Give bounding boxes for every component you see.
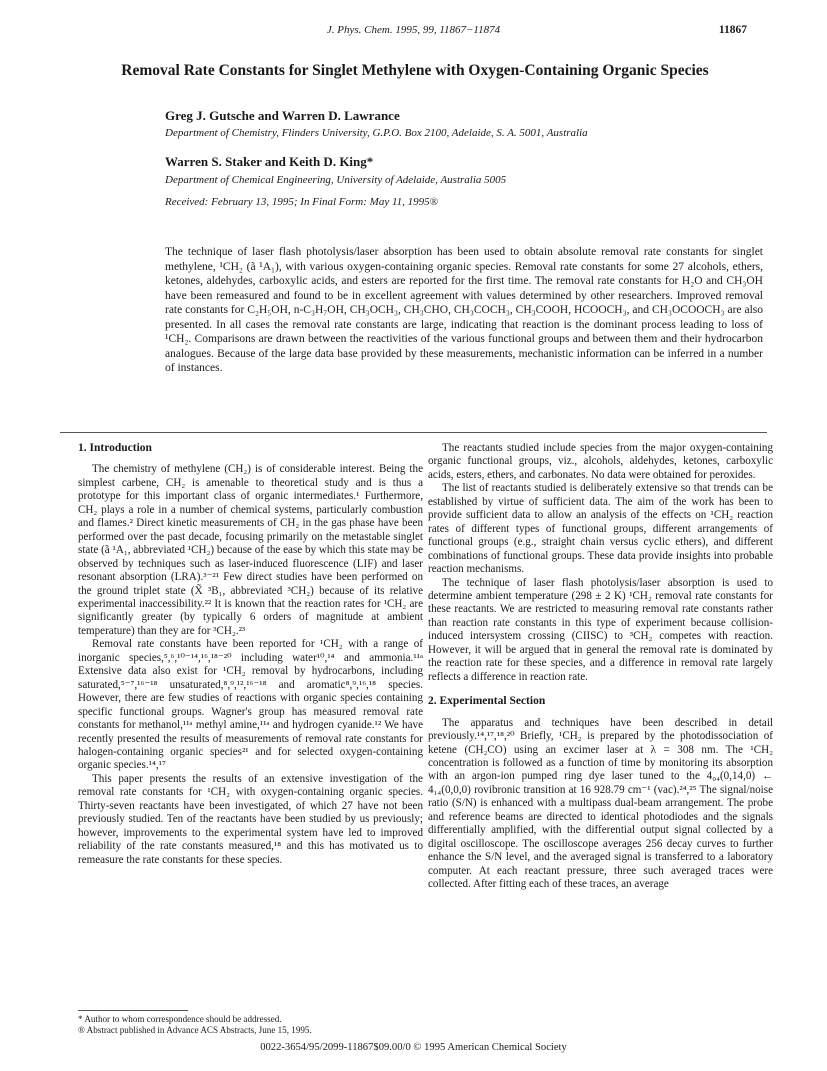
right-paragraph-3: The technique of laser flash photolysis/laser absorption is used to determine ambient temperature (298 ± 2 K) ¹CH₂ removal rate constants for these reactants. We are restricted to measuring removal rate constants rather than reaction rate constants in this type of experiment because collision-induced intersystem crossing (CIISC) to ³CH₂ competes with reaction. However, it will be argued that in general the removal rate is dominated by the reaction rate for these species, and a difference in removal rate largely reflects a difference in reaction rate.: [428, 576, 773, 683]
authors-group-2: Warren S. Staker and Keith D. King*: [165, 154, 374, 169]
right-paragraph-1: The reactants studied include species from the major oxygen-containing organic functional groups, viz., alcohols, aldehydes, ketones, carboxylic acids, esters, ethers, and carbonates. No data were obtained for peroxides.: [428, 442, 773, 481]
right-column: [428, 442, 773, 892]
running-header: [0, 24, 827, 40]
experimental-paragraph-1: The apparatus and techniques have been described in detail previously.¹⁴,¹⁷,¹⁸,²⁰ Briefly, ¹CH₂ is prepared by the photodissociation of ketene (CH₂CO) using an excimer laser at λ = 308 nm. The ¹CH₂ concentration is followed as a function of time by monitoring its absorption with an argon-ion pumped ring dye laser tuned to the 4₀₄(0,14,0) ← 4₁₄(0,0,0) rovibronic transition at 16 928.79 cm⁻¹ (vac).²⁴,²⁵ The signal/noise ratio (S/N) is enhanced with a multipass dual-beam arrangement. The probe and reference beams are directed to identical photodiodes and the signals differentially amplified, with the differential output signal collected by a digital oscilloscope. The oscilloscope averages 256 decay curves to further enhance the S/N level, and the averaged signal is transferred to a laboratory computer. At each reactant pressure, three such averaged traces were collected. After fitting each of these traces, an average: [428, 716, 773, 891]
copyright-line: 0022-3654/95/2099-11867$09.00/0 © 1995 American Chemical Society: [260, 1042, 567, 1053]
intro-paragraph-2: Removal rate constants have been reported for ¹CH₂ with a range of inorganic species,⁵,⁶,¹⁰⁻¹⁴,¹⁶,¹⁸⁻²⁰ including water¹⁰,¹⁴ and ammonia.¹¹ᵃ Extensive data also exist for ¹CH₂ removal by hydrocarbons, including saturated,⁵⁻⁷,¹⁶⁻¹⁸ unsaturated,⁸,⁹,¹²,¹⁶⁻¹⁸ and aromatic⁸,⁹,¹⁶,¹⁸ species. However, there are few studies of reactions with organic species containing specific functional groups. Wagner's group has measured removal rate constants for methanol,¹¹ᵃ methyl amine,¹¹ᵃ and hydrogen cyanide.¹² We have recently presented the results of measurements of removal rate constants for halogen-containing organic species²¹ and for selected oxygen-containing organic species.¹⁴,¹⁷: [78, 638, 423, 772]
footnote-correspondence: * Author to whom correspondence should be addressed.: [78, 1014, 282, 1024]
abstract: The technique of laser flash photolysis/laser absorption has been used to obtain absolute removal rate constants for singlet methylene, ¹CH₂ (ã ¹A₁), with various oxygen-containing organic species. Removal rate constants for some 27 alcohols, ethers, ketones, aldehydes, carboxylic acids, and esters are reported for the first time. The removal rate constants for H₂O and CH₃OH have been remeasured and found to be in excellent agreement with values determined by other researchers. Improved removal rate constants for C₂H₅OH, n-C₃H₇OH, CH₃OCH₃, CH₃CHO, CH₃COCH₃, CH₃COOH, HCOOCH₃, and CH₃OCOOCH₃ are also presented. In all cases the removal rate constants are large, indicating that reaction is the dominant process leading to loss of ¹CH₂. Comparisons are drawn between the reactivities of the various functional groups and between them and their hydrocarbon analogues. Because of the large data base provided by these measurements, mechanistic information can be inferred in a number of instances.: [165, 246, 763, 375]
abstract-divider: [60, 432, 767, 433]
footnote-rule: [78, 1010, 188, 1011]
authors-group-1: Greg J. Gutsche and Warren D. Lawrance: [165, 108, 400, 123]
intro-paragraph-3: This paper presents the results of an extensive investigation of the removal rate constants for ¹CH₂ with oxygen-containing organic species. Thirty-seven reactants have been investigated, of which 27 have not been previously studied. Ten of the reactants have been studied by us previously; however, improvements to the experimental system have led to improved reliability of the rate constants measured,¹⁸ and this has motivated us to remeasure the rate constants for these species.: [78, 772, 423, 866]
intro-paragraph-1: The chemistry of methylene (CH₂) is of considerable interest. Being the simplest carbene, CH₂ is amenable to theoretical study and is thus a prototype for this important class of organic intermediates.¹ Furthermore, CH₂ plays a role in a number of chemical systems, particularly combustion and flames.² Direct kinetic measurements of CH₂ in the gas phase have been performed over the past decade, focusing primarily on the metastable singlet state (ã ¹A₁, abbreviated ¹CH₂) because of the ease by which this state may be observed by techniques such as laser-induced fluorescence (LIF) and laser resonant absorption (LRA).³⁻²¹ Few direct studies have been performed on the ground triplet state (X̃ ³B₁, abbreviated ³CH₂) because of its relative experimental inaccessibility.²² It is known that the reaction rates for ¹CH₂ are significantly greater (by typically 6 orders of magnitude at ambient temperature) than they are for ³CH₂.²³: [78, 463, 423, 637]
left-column: [78, 442, 423, 867]
received-dates: Received: February 13, 1995; In Final Form: May 11, 1995®: [165, 196, 438, 208]
journal-citation: J. Phys. Chem. 1995, 99, 11867−11874: [326, 24, 501, 36]
section-heading-introduction: 1. Introduction: [78, 442, 152, 454]
page-number: 11867: [718, 24, 747, 36]
paper-title: Removal Rate Constants for Singlet Methylene with Oxygen-Containing Organic Species: [121, 62, 709, 79]
footnotes: [78, 1010, 423, 1036]
affiliation-2: Department of Chemical Engineering, University of Adelaide, Australia 5005: [165, 174, 507, 186]
footnote-abstract-published: ® Abstract published in Advance ACS Abstracts, June 15, 1995.: [78, 1025, 312, 1035]
section-heading-experimental: 2. Experimental Section: [428, 695, 546, 708]
right-paragraph-2: The list of reactants studied is deliberately extensive so that trends can be established by virtue of sufficient data. The aim of the work has been to provide sufficient data to allow an analysis of the effects on ¹CH₂ reaction rates of different types of functional groups, different arrangements of functional groups (e.g., straight chain versus cyclic ethers), and different combinations of functional groups. These data provide insights into probable reaction mechanisms.: [428, 482, 773, 576]
affiliation-1: Department of Chemistry, Flinders University, G.P.O. Box 2100, Adelaide, S. A. 5001, Australia: [165, 127, 588, 139]
